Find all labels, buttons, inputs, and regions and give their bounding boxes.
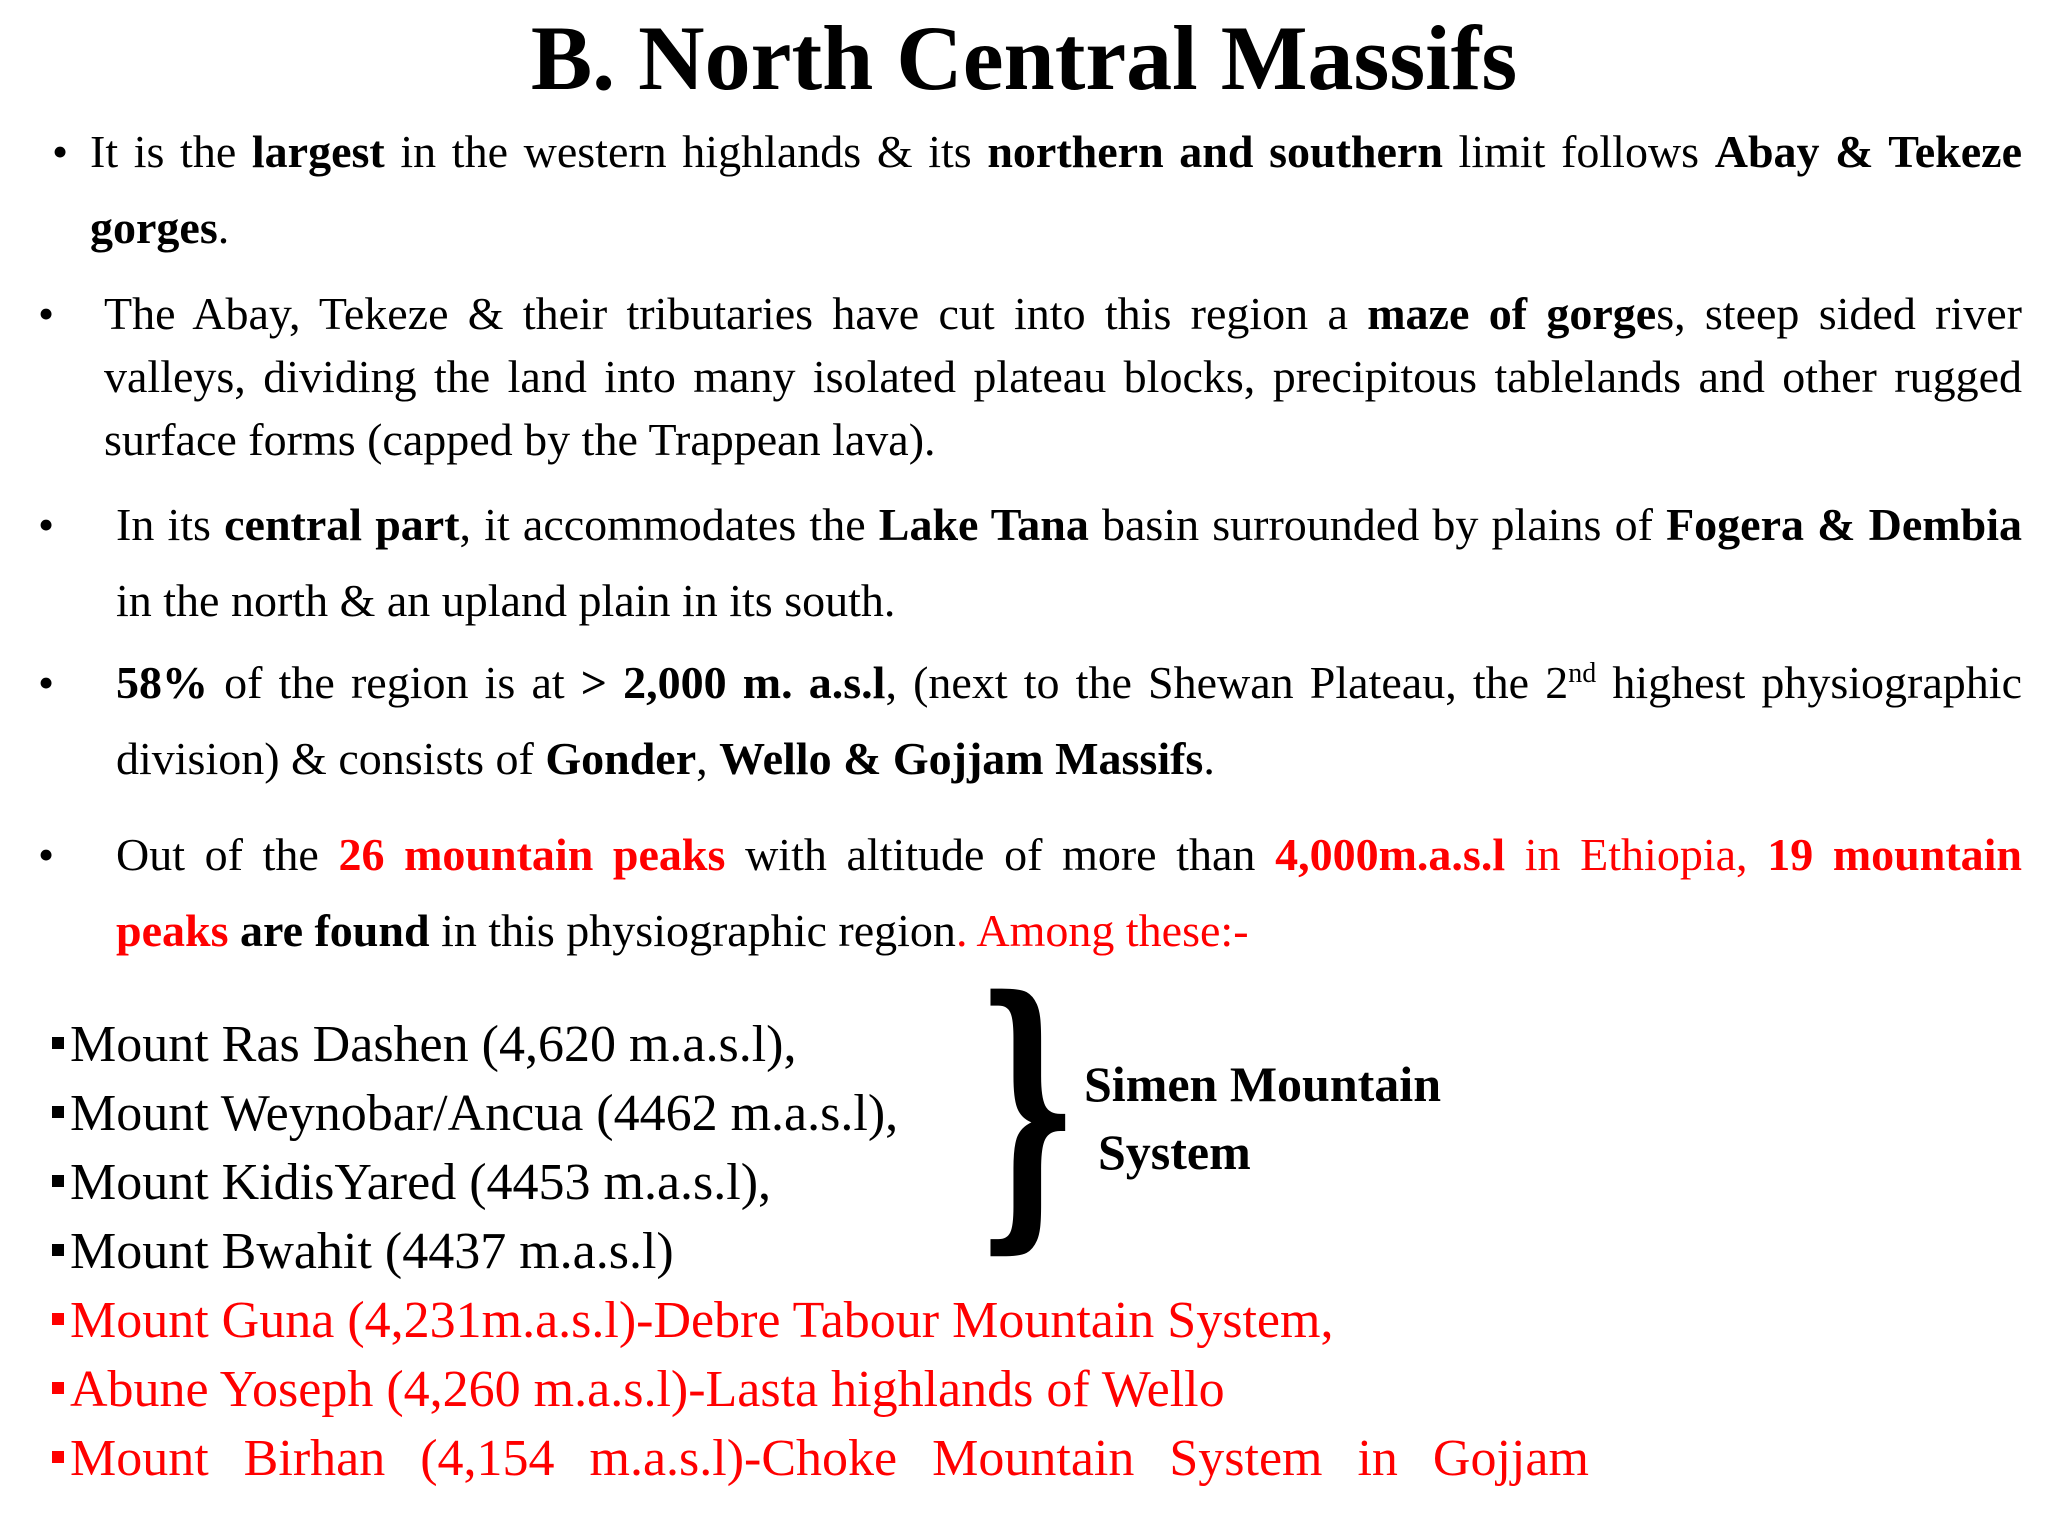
bullet-text-run: 4,000m.a.s.l [1275,829,1506,880]
bullet-text-run: In its [116,499,225,550]
square-bullet-icon [52,1175,64,1187]
bullet-text-run: , it accommodates the [459,499,879,550]
bullet-text-run: in Ethiopia, [1505,829,1768,880]
bullet-text-run: with altitude of more than [725,829,1276,880]
bullet-text-run: limit follows [1442,126,1715,177]
simen-system-label [1084,1050,1441,1186]
bullet-text-run: in the north & an upland plain in its south. [116,575,896,626]
bullet-text [116,487,2022,639]
bullet-text-run: in this physiographic region [429,905,956,956]
bullet-text-run: of the region is at [208,657,581,708]
square-bullet-icon [52,1244,64,1256]
peak-text: Mount Weynobar/Ancua (4462 m.a.s.l), [70,1085,899,1142]
bullet-text-run: . [217,202,230,253]
bullet-text-run: maze of gorge [1367,288,1657,339]
bullet-text-run: Fogera & Dembia [1666,499,2022,550]
bullet-text-run: basin surrounded by plains of [1088,499,1667,550]
bullet-text [116,645,2022,797]
bullet-text-run: Out of the [116,829,339,880]
bullet-text-run: The Abay, Tekeze & their tributaries have cut into this region a [104,288,1368,339]
square-bullet-icon [52,1451,64,1463]
bullet-text-run: It is the [90,126,252,177]
peak-text: Mount Ras Dashen (4,620 m.a.s.l), [70,1016,797,1073]
bullet-text-run: s, steep sided river valleys, dividing the land into many isolated plateau blocks, precipitous tablelands and other rugged surface forms (capped by the Trappean lava). [104,288,2022,465]
peak-item [52,1355,1752,1424]
square-bullet-icon [52,1382,64,1394]
bullet-text-run: northern and southern [987,126,1443,177]
bullet-text-run: . [1203,733,1215,784]
peak-item [52,1217,1752,1286]
peak-item [52,1079,1752,1148]
bullet-text-run: , [696,733,720,784]
bullet-dot-icon: • [38,499,55,550]
bullet-text-run: > 2,000 m. a.s.l [580,657,886,708]
bullet-text-run: Wello & Gojjam Massifs [719,733,1204,784]
bullet-text [104,282,2022,471]
bullet-dot-icon: • [38,288,55,339]
peak-item [52,1424,1752,1493]
bullet-text-run: are found [228,905,430,956]
peak-text: Mount KidisYared (4453 m.a.s.l), [70,1154,772,1211]
system-label-line1: Simen Mountain [1084,1056,1442,1112]
curly-brace-icon: } [976,938,1079,1278]
peak-list [52,1010,1752,1493]
peak-item [52,1148,1752,1217]
bullet-text-run: Gonder [545,733,697,784]
peak-text: Mount Bwahit (4437 m.a.s.l) [70,1223,674,1280]
peak-text: Mount Guna (4,231m.a.s.l)-Debre Tabour Mountain System, [70,1292,1334,1349]
peak-item [52,1286,1752,1355]
bullet-text-run: , (next to the Shewan Plateau, the 2 [885,657,1569,708]
bullet-dot-icon: • [52,126,69,177]
square-bullet-icon [52,1106,64,1118]
bullet-text-run: highest physiographic division) & consists of [116,657,2022,784]
bullet-text-run: Lake Tana [878,499,1089,550]
slide-title: B. North Central Massifs [530,7,1518,109]
square-bullet-icon [52,1037,64,1049]
bullet-text-run: . Among these:- [955,905,1249,956]
bullet-text-run: in the western highlands & its [384,126,988,177]
system-label-line2: System [1098,1124,1251,1180]
bullet-text [90,114,2022,266]
peak-text: Mount Birhan (4,154 m.a.s.l)-Choke Mountain System in Gojjam [70,1430,1589,1487]
bullet-text-run: 58% [116,657,208,708]
square-bullet-icon [52,1313,64,1325]
peak-text: Abune Yoseph (4,260 m.a.s.l)-Lasta highlands of Wello [70,1361,1225,1418]
bullet-text-run: 19 mountain peaks [116,829,2023,956]
bullet-text-run: 26 mountain peaks [338,829,726,880]
bullet-text-run: nd [1568,658,1597,689]
peak-item [52,1010,1752,1079]
bullet-text-run: Abay & Tekeze gorges [90,126,2022,253]
bullet-text-run: largest [251,126,385,177]
bullet-dot-icon: • [38,829,55,880]
bullet-dot-icon: • [38,657,55,708]
bullet-text-run: central part [224,499,460,550]
